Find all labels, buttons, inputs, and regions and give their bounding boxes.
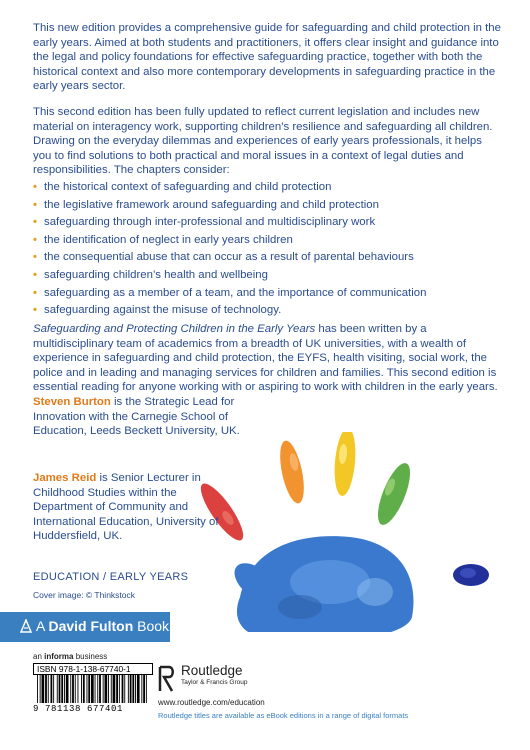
author-bio-burton: Steven Burton is the Strategic Lead for Innovation with the Carnegie School of Education, Leeds Beckett University, UK. [33, 396, 240, 437]
barcode-bar [40, 675, 41, 703]
barcode-bar [48, 675, 49, 703]
barcode-bar [124, 675, 125, 703]
barcode-bar [111, 675, 112, 703]
barcode-bar [88, 675, 90, 703]
ebook-note: Routledge titles are available as eBook editions in a range of digital formats [158, 711, 409, 720]
barcode-bar [113, 675, 116, 703]
barcode-bar [61, 675, 63, 703]
imprint-band [0, 612, 170, 642]
barcode-bar [45, 675, 47, 703]
barcode-bar [128, 675, 129, 703]
author-name: Steven Burton [33, 396, 111, 408]
chapter-item: • safeguarding as a member of a team, and the importance of communication [33, 286, 427, 299]
barcode [33, 663, 153, 713]
barcode-number: 9 781138 677401 [33, 704, 124, 714]
closing-paragraph [33, 322, 503, 395]
barcode-bar [97, 675, 98, 703]
book-title: Safeguarding and Protecting Children in the Early Years [33, 323, 316, 335]
publisher-group: Taylor & Francis Group [181, 679, 248, 686]
yellow-finger [332, 432, 358, 497]
author-name: James Reid [33, 472, 97, 484]
chapter-item: • the historical context of safeguarding and child protection [33, 181, 332, 193]
barcode-bar [105, 675, 108, 703]
isbn-label: ISBN 978-1-138-67740-1 [33, 663, 153, 675]
bullet-icon: • [33, 268, 37, 281]
author-bio-reid: James Reid is Senior Lecturer in Childhood Studies within the Department of Community and International Education, University of Huddersfield, UK. [33, 472, 219, 542]
blue-paint-spot [451, 562, 491, 588]
fulton-logo-icon [20, 619, 32, 633]
bullet-icon: • [33, 251, 37, 264]
bullet-icon: • [33, 286, 37, 299]
barcode-bar [137, 675, 140, 703]
barcode-bar [141, 675, 142, 703]
barcode-bar [78, 675, 79, 703]
bullet-icon: • [33, 233, 37, 246]
informa-label: an informa business [33, 652, 108, 661]
routledge-logo-icon [158, 665, 176, 693]
closing-text: has been written by a multidisciplinary team of academics from a breadth of UK universities, with a wealth of experience in safeguarding and child protection, the EYFS, health visiting, social work, the police and in leading and managing services for children and families. This second edition is essential reading for anyone working with or aspiring to work with children in the early years. [33, 323, 498, 393]
barcode-bar [135, 675, 136, 703]
second-paragraph: This second edition has been fully updated to reflect current legislation and includes new material on interagency work, supporting children’s resilience and safeguarding all children. Drawing on the everyday dilemmas and experiences of early years professionals, it helps you to find solutions to both practical and moral issues in a context of legal duties and responsibilities. The chapters consider: [33, 106, 493, 176]
imprint-label: A David Fulton Book [36, 618, 170, 634]
publisher-url[interactable]: www.routledge.com/education [158, 698, 265, 707]
publisher-name: Routledge [181, 663, 243, 678]
barcode-bar [83, 675, 85, 703]
bullet-icon: • [33, 216, 37, 229]
barcode-bar [119, 675, 120, 703]
barcode-bar [66, 675, 69, 703]
barcode-bar [87, 675, 88, 703]
chapter-item: • the legislative framework around safeguarding and child protection [33, 198, 379, 211]
barcode-bar [72, 675, 74, 703]
barcode-bar [51, 675, 53, 703]
chapter-item: • the consequential abuse that can occur as a result of parental behaviours [33, 251, 414, 264]
barcode-bar [59, 675, 61, 703]
barcode-bar [70, 675, 71, 703]
barcode-bar [53, 675, 54, 703]
barcode-bar [81, 675, 82, 703]
barcode-bar [91, 675, 94, 703]
bullet-icon: • [33, 181, 37, 193]
intro-paragraph: This new edition provides a comprehensive guide for safeguarding and child protection in the early years. Aimed at both students and practitioners, it offers clear insight and guidance into the legal and policy foundations for effective safeguarding practice, together with both the historical context and also more contemporary developments in safeguarding practice in the early years sector. [33, 22, 501, 92]
barcode-bar [116, 675, 118, 703]
barcode-bar [37, 675, 38, 703]
chapter-item: • safeguarding through inter-professional and multidisciplinary work [33, 216, 376, 229]
green-finger [371, 459, 416, 528]
barcode-bar [108, 675, 109, 703]
bullet-icon: • [33, 304, 37, 317]
barcode-bar [75, 675, 76, 703]
barcode-bar [42, 675, 45, 703]
barcode-bar [143, 675, 145, 703]
barcode-bar [57, 675, 58, 703]
chapter-list [33, 180, 503, 321]
barcode-bar [103, 675, 104, 703]
barcode-bar [130, 675, 132, 703]
barcode-bar [122, 675, 124, 703]
barcode-bar [95, 675, 96, 703]
chapter-item: • the identification of neglect in early years children [33, 233, 293, 246]
barcode-bar [64, 675, 65, 703]
barcode-bar [99, 675, 101, 703]
barcode-bars [33, 675, 153, 703]
cover-credit: Cover image: © Thinkstock [33, 590, 136, 600]
chapter-item: • safeguarding against the misuse of technology. [33, 304, 282, 317]
bullet-icon: • [33, 198, 37, 211]
barcode-bar [146, 675, 147, 703]
chapter-item: • safeguarding children’s health and wellbeing [33, 268, 268, 281]
orange-finger [276, 439, 309, 506]
barcode-bar [132, 675, 134, 703]
subject-category: EDUCATION / EARLY YEARS [33, 571, 189, 583]
